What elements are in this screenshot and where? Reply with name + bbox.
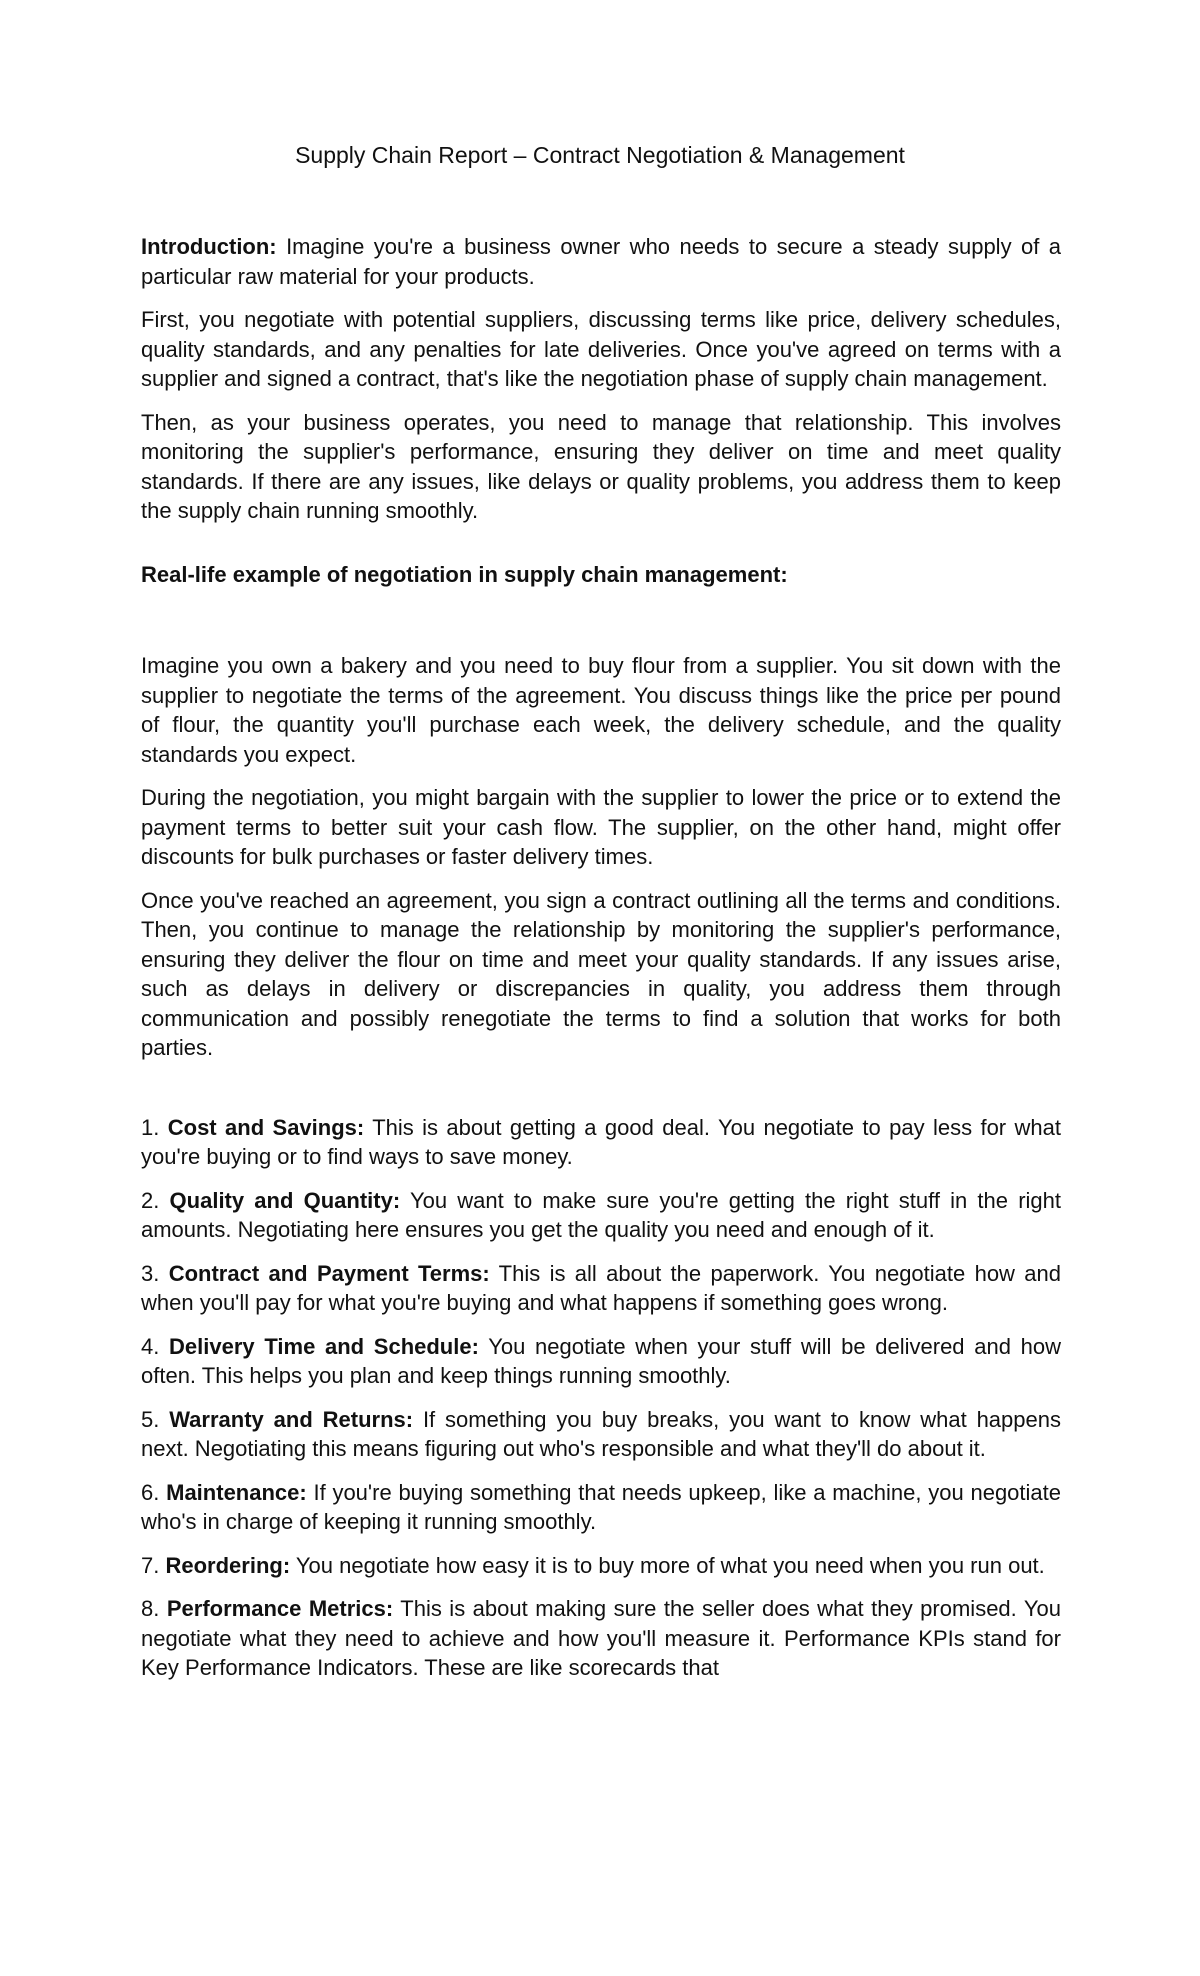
list-number: 3. <box>141 1260 160 1286</box>
list-item <box>141 1332 1061 1391</box>
section-heading: Real-life example of negotiation in supply chain management: <box>141 561 788 587</box>
list-label: Maintenance: <box>166 1479 307 1505</box>
paragraph-agreement: Once you've reached an agreement, you sign a contract outlining all the terms and conditions. Then, you continue to manage the relationship by monitoring the supplier's performance, ensuring they deliver the flour on time and meet your quality standards. If any issues arise, such as delays in delivery or discrepancies in quality, you address them through communication and possibly renegotiate the terms to find a solution that works for both parties. <box>141 887 1061 1060</box>
list-number: 5. <box>141 1406 160 1432</box>
list-text: This is all about the paperwork. You negotiate how and when you'll pay for what you're buying and what happens if something goes wrong. <box>141 1260 1061 1315</box>
list-number: 6. <box>141 1479 160 1505</box>
paragraph-management: Then, as your business operates, you need to manage that relationship. This involves monitoring the supplier's performance, ensuring they deliver on time and meet quality standards. If there are any issues, like delays or quality problems, you address them to keep the supply chain running smoothly. <box>141 409 1061 523</box>
paragraph-bargain: During the negotiation, you might bargain with the supplier to lower the price or to extend the payment terms to better suit your cash flow. The supplier, on the other hand, might offer discounts for bulk purchases or faster delivery times. <box>141 785 1061 869</box>
list-label: Reordering: <box>165 1552 291 1578</box>
list-item <box>141 1113 1061 1172</box>
list-text: If something you buy breaks, you want to know what happens next. Negotiating this means figuring out who's responsible and what they'll do about it. <box>141 1406 1061 1461</box>
list-text: This is about getting a good deal. You negotiate to pay less for what you're buying or to find ways to save money. <box>141 1114 1061 1169</box>
list-item <box>141 1594 1061 1683</box>
list-item <box>141 1259 1061 1318</box>
list-label: Cost and Savings: <box>167 1114 365 1140</box>
paragraph-bakery: Imagine you own a bakery and you need to buy flour from a supplier. You sit down with the supplier to negotiate the terms of the agreement. You discuss things like the price per pound of flour, the quantity you'll purchase each week, the delivery schedule, and the quality standards you expect. <box>141 653 1061 767</box>
list-label: Warranty and Returns: <box>169 1406 414 1432</box>
paragraph-negotiation: First, you negotiate with potential suppliers, discussing terms like price, delivery schedules, quality standards, and any penalties for late deliveries. Once you've agreed on terms with a supplier and signed a contract, that's like the negotiation phase of supply chain management. <box>141 307 1061 391</box>
list-text: You negotiate how easy it is to buy more of what you need when you run out. <box>290 1552 1045 1578</box>
intro-paragraph <box>141 232 1061 291</box>
list-text: This is about making sure the seller does what they promised. You negotiate what they need to achieve and how you'll measure it. Performance KPIs stand for Key Performance Indicators. These are like scorecards that <box>141 1596 1061 1680</box>
list-number: 1. <box>141 1114 160 1140</box>
list-item <box>141 1405 1061 1464</box>
list-number: 7. <box>141 1552 160 1578</box>
intro-text: Imagine you're a business owner who needs to secure a steady supply of a particular raw material for your products. <box>141 234 1061 289</box>
list-label: Quality and Quantity: <box>169 1187 401 1213</box>
page-title: Supply Chain Report – Contract Negotiation & Management <box>295 142 905 168</box>
document-body <box>141 232 1061 1697</box>
list-item <box>141 1478 1061 1537</box>
list-number: 4. <box>141 1333 160 1359</box>
list-text: You negotiate when your stuff will be delivered and how often. This helps you plan and keep things running smoothly. <box>141 1333 1061 1388</box>
intro-label: Introduction: <box>141 234 277 259</box>
list-label: Performance Metrics: <box>166 1596 394 1621</box>
list-number: 2. <box>141 1187 160 1213</box>
list-text: You want to make sure you're getting the right stuff in the right amounts. Negotiating here ensures you get the quality you need and enough of it. <box>141 1187 1061 1242</box>
list-item <box>141 1186 1061 1245</box>
list-number: 8. <box>141 1596 160 1621</box>
list-label: Contract and Payment Terms: <box>168 1260 490 1286</box>
list-label: Delivery Time and Schedule: <box>169 1333 479 1359</box>
list-text: If you're buying something that needs upkeep, like a machine, you negotiate who's in charge of keeping it running smoothly. <box>141 1479 1061 1534</box>
list-item <box>141 1551 1061 1581</box>
